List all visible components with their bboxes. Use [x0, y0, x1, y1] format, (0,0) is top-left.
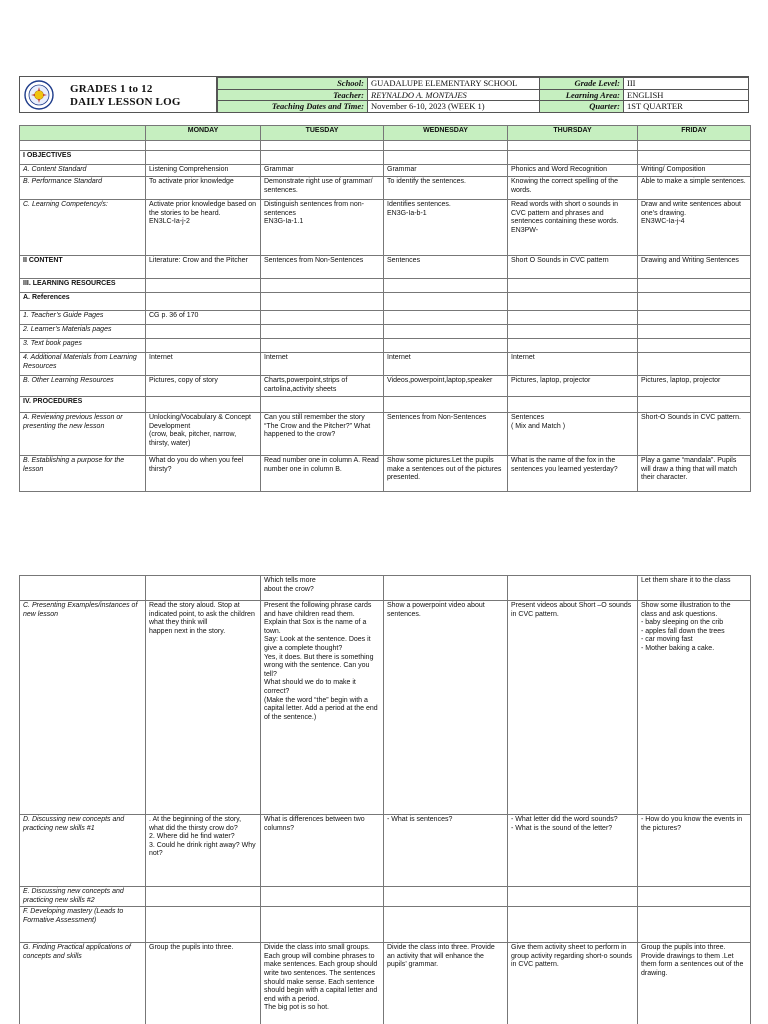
day-tuesday: TUESDAY	[261, 126, 384, 141]
lesson-row-iv-procedures	[20, 397, 751, 413]
cell-thursday	[508, 887, 638, 907]
row-label: C. Learning Competency/s:	[20, 200, 146, 256]
spacer-cell	[261, 141, 384, 151]
lesson-row-c-learning-competency-s	[20, 200, 751, 256]
cell-wednesday	[384, 311, 508, 325]
cell-tuesday: Distinguish sentences from non-sentences EN3G-Ia-1.1	[261, 200, 384, 256]
cell-friday	[638, 397, 751, 413]
cell-thursday	[508, 576, 638, 601]
cell-tuesday	[261, 887, 384, 907]
cell-tuesday: Divide the class into small groups. Each group will combine phrases to make sentences. Each group should write two sentences. The sentences should make sense. Each sentence should begin with a capital letter and end with a period. The big pot is so hot.	[261, 943, 384, 1024]
spacer-cell	[508, 141, 638, 151]
cell-tuesday: Can you still remember the story “The Crow and the Pitcher?” What happened to the crow?	[261, 413, 384, 456]
cell-monday	[146, 907, 261, 943]
cell-wednesday	[384, 576, 508, 601]
lesson-row-b-other-learning-resources	[20, 376, 751, 397]
lesson-row-b-performance-standard	[20, 177, 751, 200]
lesson-row-a-content-standard	[20, 165, 751, 177]
cell-tuesday	[261, 151, 384, 165]
cell-friday: Let them share it to the class	[638, 576, 751, 601]
cell-monday: Unlocking/Vocabulary & Concept Development (crow, beak, pitcher, narrow, thirsty, water)	[146, 413, 261, 456]
cell-monday: . At the beginning of the story, what did the thirsty crow do? 2. Where did he find water? 3. Could he drink right away? Why not?	[146, 815, 261, 887]
cell-monday: Listening Comprehension	[146, 165, 261, 177]
cell-friday: Short-O Sounds in CVC pattern.	[638, 413, 751, 456]
cell-thursday: Read words with short o sounds in CVC pattern and phrases and sentences containing these words. EN3PW-	[508, 200, 638, 256]
cell-tuesday	[261, 339, 384, 353]
cell-wednesday: Sentences	[384, 256, 508, 279]
cell-friday: Show some illustration to the class and ask questions. - baby sleeping on the crib - apples fall down the trees - car moving fast - Mother baking a cake.	[638, 601, 751, 815]
cell-wednesday: Show some pictures.Let the pupils make a sentences out of the pictures presented.	[384, 456, 508, 492]
lesson-row-a-references	[20, 293, 751, 311]
cell-friday: Drawing and Writing Sentences	[638, 256, 751, 279]
lesson-row-2-learner-s-materials-pages	[20, 325, 751, 339]
cell-wednesday	[384, 907, 508, 943]
spacer-cell	[20, 141, 146, 151]
spacer-cell	[146, 141, 261, 151]
day-monday: MONDAY	[146, 126, 261, 141]
quarter-label: Quarter:	[540, 101, 624, 113]
cell-wednesday: Show a powerpoint video about sentences.	[384, 601, 508, 815]
row-label: 2. Learner’s Materials pages	[20, 325, 146, 339]
grade-level-label: Grade Level:	[540, 78, 624, 90]
lesson-table-week	[19, 125, 751, 492]
cell-tuesday	[261, 279, 384, 293]
cell-monday: Internet	[146, 353, 261, 376]
row-label: B. Other Learning Resources	[20, 376, 146, 397]
cell-wednesday	[384, 397, 508, 413]
teaching-dates-label: Teaching Dates and Time:	[218, 101, 368, 113]
row-label: C. Presenting Examples/instances of new lesson	[20, 601, 146, 815]
cell-friday	[638, 325, 751, 339]
spacer-cell	[638, 141, 751, 151]
cell-monday: Pictures, copy of story	[146, 376, 261, 397]
cell-wednesday	[384, 887, 508, 907]
cell-thursday: Short O Sounds in CVC pattern	[508, 256, 638, 279]
title-line-1: GRADES 1 to 12	[70, 83, 153, 95]
cell-friday	[638, 353, 751, 376]
cell-thursday: Present videos about Short –O sounds in CVC pattern.	[508, 601, 638, 815]
row-label: III. LEARNING RESOURCES	[20, 279, 146, 293]
cell-thursday	[508, 325, 638, 339]
lesson-row-g-finding-practical-applications-of-conc	[20, 943, 751, 1024]
cell-tuesday	[261, 397, 384, 413]
cell-thursday	[508, 397, 638, 413]
cell-friday	[638, 279, 751, 293]
cell-monday	[146, 339, 261, 353]
row-label: A. Reviewing previous lesson or presenting the new lesson	[20, 413, 146, 456]
lesson-row-blank	[20, 576, 751, 601]
row-label: 4. Additional Materials from Learning Resources	[20, 353, 146, 376]
learning-area-label: Learning Area:	[540, 89, 624, 101]
corner-cell	[20, 126, 146, 141]
row-label: G. Finding Practical applications of concepts and skills	[20, 943, 146, 1024]
cell-tuesday: Demonstrate right use of grammar/ sentences.	[261, 177, 384, 200]
cell-friday: Group the pupils into three. Provide drawings to them .Let them form a sentences out of the drawing.	[638, 943, 751, 1024]
cell-tuesday: Internet	[261, 353, 384, 376]
cell-thursday: Knowing the correct spelling of the words.	[508, 177, 638, 200]
teaching-dates-value: November 6-10, 2023 (WEEK 1)	[368, 101, 540, 113]
cell-friday	[638, 887, 751, 907]
cell-thursday	[508, 293, 638, 311]
cell-wednesday: Sentences from Non-Sentences	[384, 413, 508, 456]
cell-wednesday: - What is sentences?	[384, 815, 508, 887]
teacher-value: REYNALDO A. MONTAJES	[368, 89, 540, 101]
cell-friday	[638, 339, 751, 353]
cell-thursday: Phonics and Word Recognition	[508, 165, 638, 177]
cell-friday	[638, 907, 751, 943]
cell-friday: Play a game “mandala”. Pupils will draw a thing that will match their character.	[638, 456, 751, 492]
cell-thursday	[508, 311, 638, 325]
day-header-row	[20, 126, 751, 141]
cell-monday: Activate prior knowledge based on the stories to be heard. EN3LC-Ia-j-2	[146, 200, 261, 256]
cell-tuesday	[261, 325, 384, 339]
title-line-2: DAILY LESSON LOG	[70, 96, 181, 108]
cell-monday: To activate prior knowledge	[146, 177, 261, 200]
lesson-row-a-reviewing-previous-lesson-or-presentin	[20, 413, 751, 456]
cell-tuesday	[261, 293, 384, 311]
cell-wednesday	[384, 339, 508, 353]
lesson-row-e-discussing-new-concepts-and-practicing	[20, 887, 751, 907]
cell-wednesday	[384, 293, 508, 311]
spacer-cell	[384, 141, 508, 151]
cell-friday	[638, 293, 751, 311]
lesson-table-continued	[19, 575, 751, 1024]
cell-wednesday	[384, 151, 508, 165]
row-label: E. Discussing new concepts and practicing new skills #2	[20, 887, 146, 907]
row-label: D. Discussing new concepts and practicing new skills #1	[20, 815, 146, 887]
lesson-row-4-additional-materials-from-learning-res	[20, 353, 751, 376]
lesson-row-b-establishing-a-purpose-for-the-lesson	[20, 456, 751, 492]
cell-friday	[638, 151, 751, 165]
document-header	[19, 76, 749, 113]
cell-wednesday	[384, 279, 508, 293]
cell-wednesday: Identifies sentences. EN3G-Ia-b-1	[384, 200, 508, 256]
title-block	[20, 77, 217, 112]
cell-monday	[146, 293, 261, 311]
lesson-row-1-teacher-s-guide-pages	[20, 311, 751, 325]
cell-tuesday	[261, 907, 384, 943]
cell-monday	[146, 151, 261, 165]
cell-tuesday: Present the following phrase cards and have children read them. Explain that Sox is the name of a town. Say: Look at the sentence. Does it give a complete thought? Yes, it does. But there is something wrong with the sentence. Can you tell? What should we do to make it correct? (Make the word “the” begin with a capital letter. Add a period at the end of the sentence.)	[261, 601, 384, 815]
lesson-row-f-developing-mastery-leads-to-formative-	[20, 907, 751, 943]
row-label: II CONTENT	[20, 256, 146, 279]
cell-wednesday	[384, 325, 508, 339]
lesson-row-ii-content	[20, 256, 751, 279]
cell-monday: Read the story aloud. Stop at indicated point, to ask the children what they think will happen next in the story.	[146, 601, 261, 815]
cell-thursday	[508, 279, 638, 293]
cell-monday	[146, 325, 261, 339]
row-label	[20, 576, 146, 601]
cell-thursday: Internet	[508, 353, 638, 376]
row-label: A. References	[20, 293, 146, 311]
day-wednesday: WEDNESDAY	[384, 126, 508, 141]
cell-thursday: - What letter did the word sounds? - What is the sound of the letter?	[508, 815, 638, 887]
row-label: A. Content Standard	[20, 165, 146, 177]
cell-monday: Group the pupils into three.	[146, 943, 261, 1024]
cell-friday: Writing/ Composition	[638, 165, 751, 177]
cell-friday: Able to make a simple sentences.	[638, 177, 751, 200]
cell-friday: - How do you know the events in the pictures?	[638, 815, 751, 887]
cell-wednesday: To identify the sentences.	[384, 177, 508, 200]
cell-tuesday: What is differences between two columns?	[261, 815, 384, 887]
day-friday: FRIDAY	[638, 126, 751, 141]
document-title	[70, 83, 181, 109]
cell-monday	[146, 397, 261, 413]
row-label: B. Performance Standard	[20, 177, 146, 200]
teacher-label: Teacher:	[218, 89, 368, 101]
lesson-row-iii-learning-resources	[20, 279, 751, 293]
lesson-row-i-objectives	[20, 151, 751, 165]
school-label: School:	[218, 78, 368, 90]
cell-wednesday: Grammar	[384, 165, 508, 177]
cell-tuesday: Charts,powerpoint,strips of cartolina,activity sheets	[261, 376, 384, 397]
info-grid	[217, 77, 748, 112]
cell-wednesday: Divide the class into three. Provide an activity that will enhance the pupils’ grammar.	[384, 943, 508, 1024]
cell-monday: CG p. 36 of 170	[146, 311, 261, 325]
cell-monday: Literature: Crow and the Pitcher	[146, 256, 261, 279]
grade-level-value: III	[624, 78, 749, 90]
cell-monday	[146, 279, 261, 293]
school-value: GUADALUPE ELEMENTARY SCHOOL	[368, 78, 540, 90]
row-label: B. Establishing a purpose for the lesson	[20, 456, 146, 492]
cell-thursday: Sentences ( Mix and Match )	[508, 413, 638, 456]
cell-thursday	[508, 151, 638, 165]
cell-wednesday: Videos,powerpoint,laptop,speaker	[384, 376, 508, 397]
cell-thursday: Give them activity sheet to perform in group activity regarding short-o sounds in CVC pattern.	[508, 943, 638, 1024]
cell-wednesday: Internet	[384, 353, 508, 376]
cell-friday	[638, 311, 751, 325]
row-label: F. Developing mastery (Leads to Formative Assessment)	[20, 907, 146, 943]
cell-thursday	[508, 339, 638, 353]
cell-tuesday: Sentences from Non-Sentences	[261, 256, 384, 279]
cell-friday: Pictures, laptop, projector	[638, 376, 751, 397]
cell-tuesday	[261, 311, 384, 325]
lesson-row-d-discussing-new-concepts-and-practicing	[20, 815, 751, 887]
cell-thursday: What is the name of the fox in the sentences you learned yesterday?	[508, 456, 638, 492]
day-thursday: THURSDAY	[508, 126, 638, 141]
cell-monday: What do you do when you feel thirsty?	[146, 456, 261, 492]
row-label: IV. PROCEDURES	[20, 397, 146, 413]
deped-seal-icon	[24, 80, 54, 110]
learning-area-value: ENGLISH	[624, 89, 749, 101]
quarter-value: 1ST QUARTER	[624, 101, 749, 113]
cell-tuesday: Which tells more about the crow?	[261, 576, 384, 601]
spacer-row	[20, 141, 751, 151]
cell-thursday	[508, 907, 638, 943]
cell-friday: Draw and write sentences about one’s drawing. EN3WC-Ia-j-4	[638, 200, 751, 256]
cell-monday	[146, 576, 261, 601]
cell-tuesday: Read number one in column A. Read number one in column B.	[261, 456, 384, 492]
lesson-row-c-presenting-examples-instances-of-new-l	[20, 601, 751, 815]
cell-thursday: Pictures, laptop, projector	[508, 376, 638, 397]
cell-tuesday: Grammar	[261, 165, 384, 177]
cell-monday	[146, 887, 261, 907]
row-label: 1. Teacher’s Guide Pages	[20, 311, 146, 325]
lesson-row-3-text-book-pages	[20, 339, 751, 353]
row-label: 3. Text book pages	[20, 339, 146, 353]
row-label: I OBJECTIVES	[20, 151, 146, 165]
